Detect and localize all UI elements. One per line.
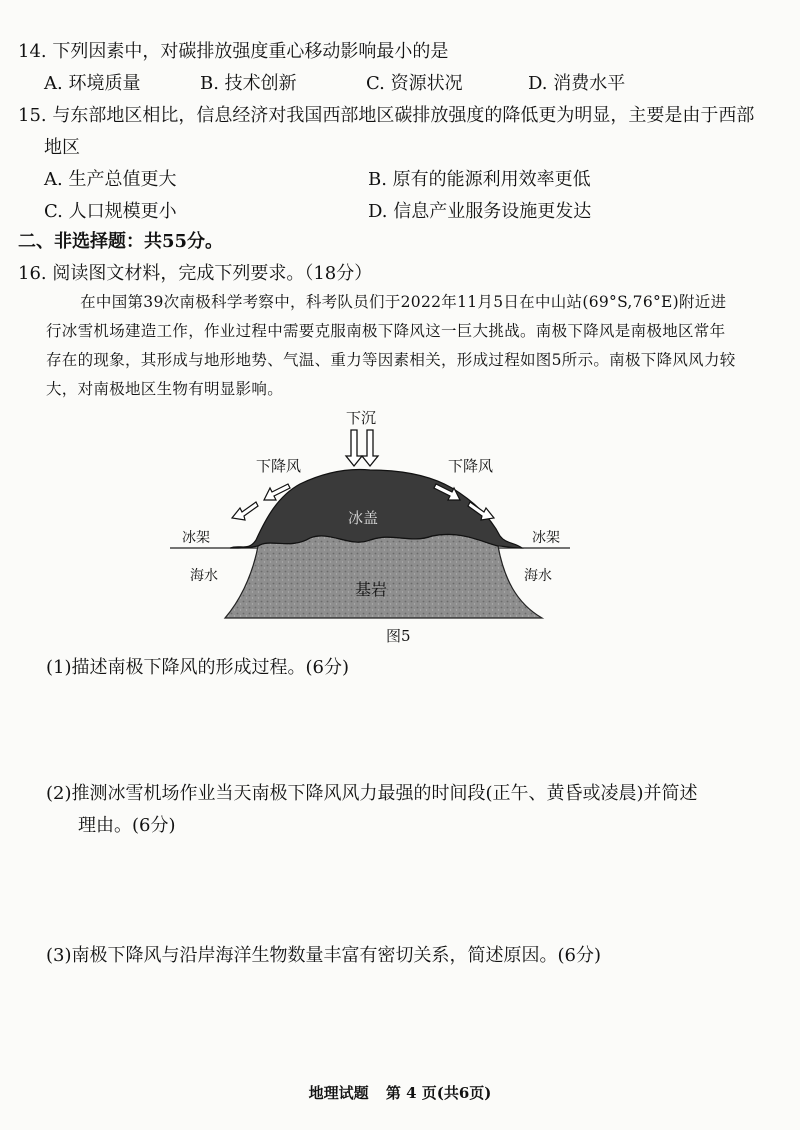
label-sink: 下沉: [346, 409, 377, 427]
q16-passage: [46, 288, 736, 404]
q16-sub1: (1)描述南极下降风的形成过程。(6分): [46, 657, 349, 678]
bedrock-shape: [225, 534, 542, 618]
q14-option-b: B. 技术创新: [200, 73, 297, 94]
label-ice-cap: 冰盖: [348, 509, 379, 527]
q16-passage-text: 在中国第39次南极科学考察中，科考队员们于2022年11月5日在中山站(69°S,76°E)附近进行冰雪机场建造工作，作业过程中需要克服南极下降风这一巨大挑战。南极下降风是南极地区常年存在的现象，其形成与地形地势、气温、重力等因素相关，形成过程如图5所示。南极下降风风力较大，对南极地区生物有明显影响。: [46, 293, 736, 398]
label-bedrock: 基岩: [355, 580, 388, 599]
label-sea-right: 海水: [524, 568, 552, 584]
q15-option-c: C. 人口规模更小: [44, 201, 177, 222]
label-ice-shelf-left: 冰架: [182, 530, 210, 546]
q15-option-a: A. 生产总值更大: [44, 169, 177, 190]
q14-stem: 14. 下列因素中，对碳排放强度重心移动影响最小的是: [18, 41, 449, 62]
q16-sub3: (3)南极下降风与沿岸海洋生物数量丰富有密切关系，简述原因。(6分): [46, 945, 601, 966]
figure-caption: 图5: [386, 627, 411, 645]
label-katabatic-left: 下降风: [256, 457, 302, 475]
figure-5: [170, 408, 570, 648]
q16-sub2-line1: (2)推测冰雪机场作业当天南极下降风风力最强的时间段(正午、黄昏或凌晨)并简述: [46, 783, 698, 804]
footer-subject: 地理试题: [308, 1084, 369, 1102]
q14-option-d: D. 消费水平: [528, 73, 626, 94]
q14-option-c: C. 资源状况: [366, 73, 463, 94]
sink-arrows: [346, 430, 378, 466]
q15-stem-line1: 15. 与东部地区相比，信息经济对我国西部地区碳排放强度的降低更为明显，主要是由于西部: [18, 105, 755, 126]
q15-option-d: D. 信息产业服务设施更发达: [368, 201, 592, 222]
label-ice-shelf-right: 冰架: [532, 530, 560, 546]
q16-stem: 16. 阅读图文材料，完成下列要求。（18分）: [18, 263, 373, 284]
label-sea-left: 海水: [190, 568, 218, 584]
q15-option-b: B. 原有的能源利用效率更低: [368, 169, 591, 190]
q14-option-a: A. 环境质量: [44, 73, 141, 94]
section-heading: 二、非选择题：共55分。: [18, 231, 224, 252]
page-footer: [0, 1082, 800, 1103]
q15-stem-line2: 地区: [44, 137, 80, 158]
q16-sub2-line2: 理由。(6分): [78, 815, 176, 836]
label-katabatic-right: 下降风: [448, 457, 494, 475]
footer-page: 第 4 页(共6页): [385, 1084, 492, 1102]
